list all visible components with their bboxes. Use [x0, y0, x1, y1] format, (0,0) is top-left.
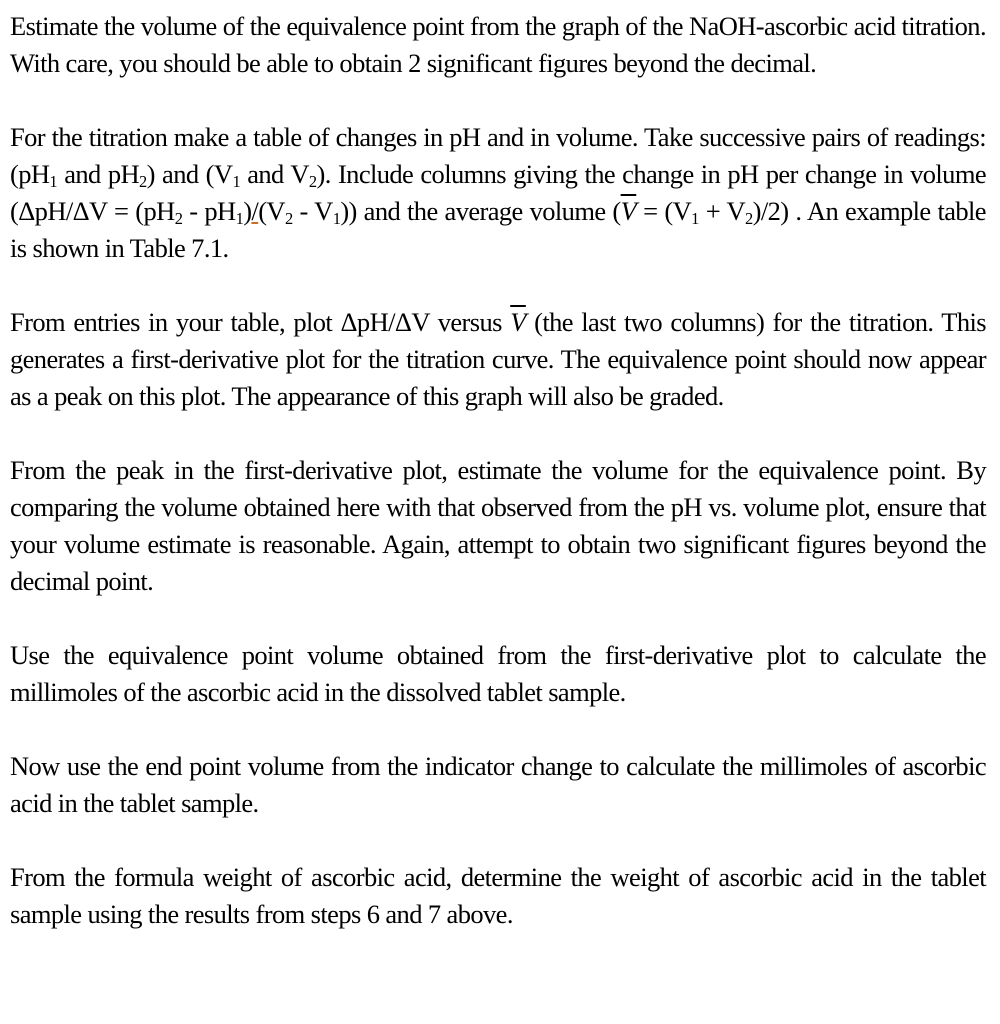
text-run: ) — [243, 196, 252, 226]
text-run: - V — [292, 196, 333, 226]
text-run: and pH — [57, 159, 140, 189]
text-run: ) and (V — [146, 159, 233, 189]
subscript: 2 — [139, 172, 147, 192]
text-run: )) and the average volume ( — [340, 196, 621, 226]
text-run: and V — [240, 159, 309, 189]
text-run: (the last two columns) for the titration. This generates a first-derivative plot for the titration curve. The equivalence point should now appear as a peak on this plot. The appearance of this graph will also be graded. — [10, 307, 986, 411]
subscript: 1 — [232, 172, 241, 192]
text-run: - pH — [182, 196, 236, 226]
subscript: 1 — [235, 209, 244, 229]
subscript: 2 — [284, 209, 293, 229]
paragraph-weight-calculation: From the formula weight of ascorbic acid, determine the weight of ascorbic acid in the tablet sample using the results from steps 6 and 7 above. — [10, 862, 986, 929]
average-volume-symbol: $\overline{V}$ — [620, 196, 637, 226]
average-volume-symbol: $\overline{V}$ — [510, 307, 526, 337]
text-run: For the titration make a table of changes in pH and in volume. Take successive pairs of readings: (pH — [10, 122, 986, 189]
text-run: From entries in your table, plot ΔpH/ΔV versus — [10, 307, 511, 337]
text-run: )/2) . An example table is shown in Table 7.1. — [10, 196, 986, 263]
paragraph-millimoles-equivalence: Use the equivalence point volume obtained from the first-derivative plot to calculate the millimoles of the ascorbic acid in the dissolved tablet sample. — [10, 640, 986, 707]
text-run: (V — [258, 196, 285, 226]
text-run: + V — [698, 196, 746, 226]
subscript: 1 — [49, 172, 58, 192]
paragraph-table-instructions — [10, 119, 986, 267]
subscript: 1 — [332, 209, 341, 229]
document-body — [10, 8, 986, 970]
paragraph-derivative-plot — [10, 304, 986, 415]
paragraph-millimoles-endpoint: Now use the end point volume from the indicator change to calculate the millimoles of ascorbic acid in the tablet sample. — [10, 751, 986, 818]
paragraph-equivalence-estimate: Estimate the volume of the equivalence point from the graph of the NaOH-ascorbic acid titration. With care, you should be able to obtain 2 significant figures beyond the decimal. — [10, 11, 986, 78]
subscript: 1 — [691, 209, 699, 229]
text-run: ). Include columns giving the change in pH per change in volume (ΔpH/ΔV = (pH — [10, 159, 986, 226]
text-run-underlined: / — [251, 196, 259, 226]
subscript: 2 — [308, 172, 317, 192]
paragraph-peak-volume: From the peak in the first-derivative plot, estimate the volume for the equivalence point. By comparing the volume obtained here with that observed from the pH vs. volume plot, ensure that your volume estimate is reasonable. Again, attempt to obtain two significant figures beyond the decimal point. — [10, 455, 986, 596]
subscript: 2 — [174, 209, 183, 229]
text-run: = (V — [636, 196, 692, 226]
subscript: 2 — [745, 209, 753, 229]
